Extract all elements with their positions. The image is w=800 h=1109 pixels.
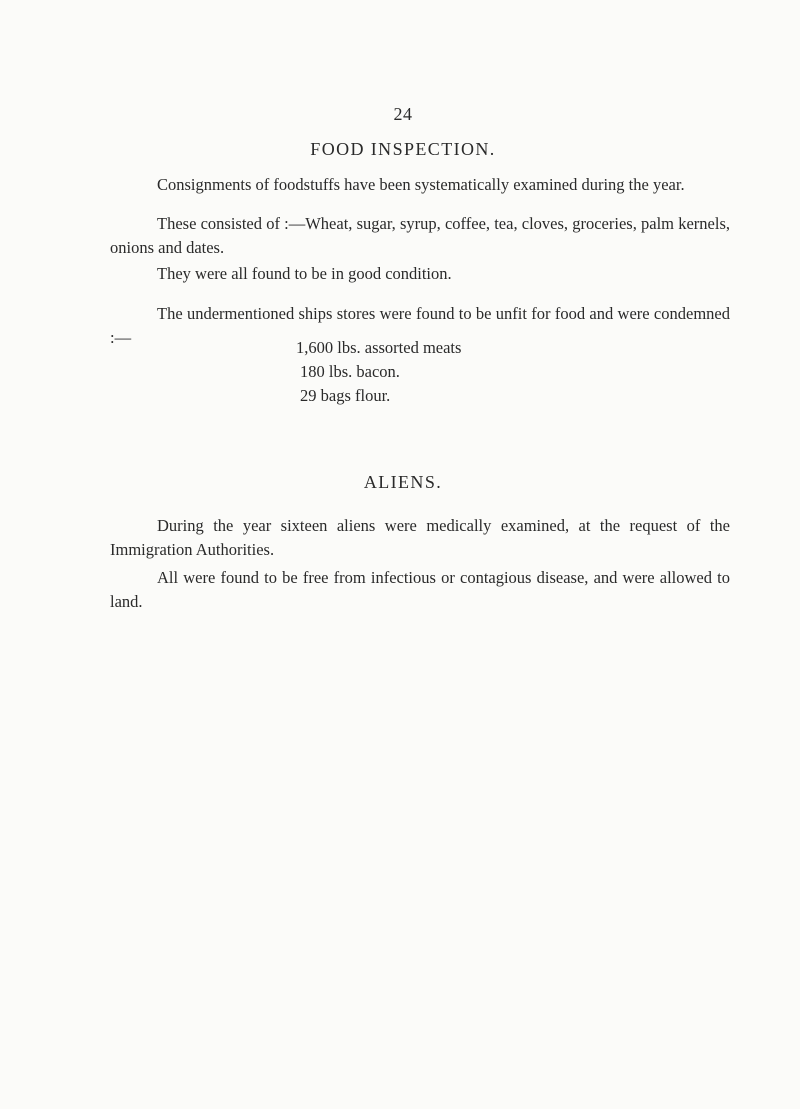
food-paragraph-condition: They were all found to be in good condition. xyxy=(157,264,452,283)
page-number: 24 xyxy=(393,104,413,124)
condemned-items-list xyxy=(296,336,461,408)
food-inspection-heading: FOOD INSPECTION. xyxy=(310,139,496,159)
food-paragraph-consisted: These consisted of :—Wheat, sugar, syrup, coffee, tea, cloves, groceries, palm kernels, onions and dates. xyxy=(110,214,730,257)
aliens-heading: ALIENS. xyxy=(363,472,443,492)
aliens-paragraph-free: All were found to be free from infectious or contagious disease, and were allowed to land. xyxy=(110,568,730,611)
food-paragraph-condemned: The undermentioned ships stores were found to be unfit for food and were condemned :— xyxy=(110,304,730,347)
list-item: 1,600 lbs. assorted meats xyxy=(296,338,462,357)
aliens-paragraph-examined: During the year sixteen aliens were medically examined, at the request of the Immigration Authorities. xyxy=(110,516,730,559)
list-item: 180 lbs. bacon. xyxy=(300,362,400,381)
food-paragraph-consignments: Consignments of foodstuffs have been systematically examined during the year. xyxy=(157,175,685,194)
list-item: 29 bags flour. xyxy=(300,386,391,405)
